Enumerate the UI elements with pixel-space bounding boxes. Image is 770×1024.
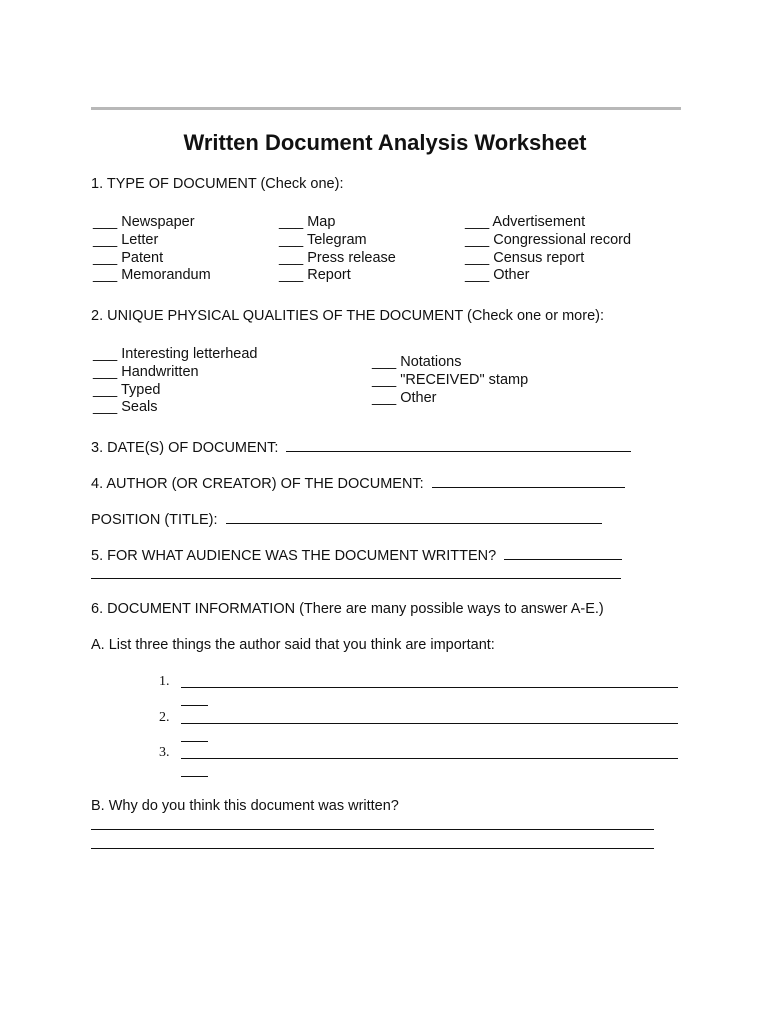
quality-typed[interactable]: ___ Typed — [93, 381, 161, 398]
part-a-number-2: 2. — [159, 710, 170, 725]
date-label: 3. DATE(S) OF DOCUMENT: — [91, 440, 279, 456]
author-answer-line[interactable] — [432, 474, 625, 488]
document-type-column-2 — [279, 214, 396, 285]
quality-received-stamp[interactable]: ___ "RECEIVED" stamp — [372, 371, 529, 388]
part-a-number-3: 3. — [159, 745, 170, 760]
part-a-answer-line-3-continuation[interactable] — [181, 776, 208, 777]
document-type-column-3 — [465, 214, 631, 285]
document-type-press-release[interactable]: ___ Press release — [279, 249, 396, 266]
position-label: POSITION (TITLE): — [91, 512, 218, 528]
part-a-answer-line-1-continuation[interactable] — [181, 705, 208, 706]
part-a-prompt: A. List three things the author said that you think are important: — [91, 637, 495, 653]
part-b-answer-line-1[interactable] — [91, 829, 654, 830]
quality-notations[interactable]: ___ Notations — [372, 354, 462, 370]
part-b-answer-line-2[interactable] — [91, 848, 654, 849]
part-a-answer-line-1[interactable] — [181, 687, 678, 688]
section-6-heading: 6. DOCUMENT INFORMATION (There are many possible ways to answer A-E.) — [91, 601, 604, 617]
section-2-heading: 2. UNIQUE PHYSICAL QUALITIES OF THE DOCUMENT (Check one or more): — [91, 308, 604, 324]
part-a-number-1: 1. — [159, 674, 170, 689]
document-type-telegram[interactable]: ___ Telegram — [279, 231, 367, 248]
author-field — [91, 474, 625, 493]
part-a-answer-line-3[interactable] — [181, 758, 678, 759]
document-type-report[interactable]: ___ Report — [279, 267, 351, 284]
quality-interesting-letterhead[interactable]: ___ Interesting letterhead — [93, 346, 258, 362]
position-answer-line[interactable] — [226, 510, 602, 524]
top-divider — [91, 107, 681, 110]
document-type-congressional-record[interactable]: ___ Congressional record — [465, 231, 632, 248]
document-type-advertisement[interactable]: ___ Advertisement — [465, 214, 586, 230]
document-type-letter[interactable]: ___ Letter — [93, 231, 159, 248]
audience-answer-line-2[interactable] — [91, 578, 621, 579]
audience-label: 5. FOR WHAT AUDIENCE WAS THE DOCUMENT WRITTEN? — [91, 548, 497, 564]
part-a-answer-line-2-continuation[interactable] — [181, 741, 208, 742]
document-type-memorandum[interactable]: ___ Memorandum — [93, 267, 211, 284]
part-b-prompt: B. Why do you think this document was written? — [91, 798, 399, 814]
document-type-census-report[interactable]: ___ Census report — [465, 249, 585, 266]
date-answer-line[interactable] — [286, 438, 631, 452]
physical-qualities-right-column — [372, 354, 528, 407]
quality-other[interactable]: ___ Other — [372, 389, 437, 406]
section-1-heading: 1. TYPE OF DOCUMENT (Check one): — [91, 176, 344, 192]
document-type-map[interactable]: ___ Map — [279, 214, 336, 230]
physical-qualities-left-column — [93, 346, 257, 417]
audience-answer-line-1[interactable] — [504, 546, 622, 560]
part-a-answer-line-2[interactable] — [181, 723, 678, 724]
document-type-column-1 — [93, 214, 211, 285]
worksheet-title: Written Document Analysis Worksheet — [183, 130, 587, 155]
position-field — [91, 510, 602, 529]
document-type-newspaper[interactable]: ___ Newspaper — [93, 214, 195, 230]
quality-handwritten[interactable]: ___ Handwritten — [93, 363, 199, 380]
author-label: 4. AUTHOR (OR CREATOR) OF THE DOCUMENT: — [91, 476, 424, 492]
audience-field — [91, 546, 622, 565]
document-type-patent[interactable]: ___ Patent — [93, 249, 164, 266]
date-field — [91, 438, 631, 457]
quality-seals[interactable]: ___ Seals — [93, 399, 158, 416]
document-type-other[interactable]: ___ Other — [465, 267, 530, 284]
